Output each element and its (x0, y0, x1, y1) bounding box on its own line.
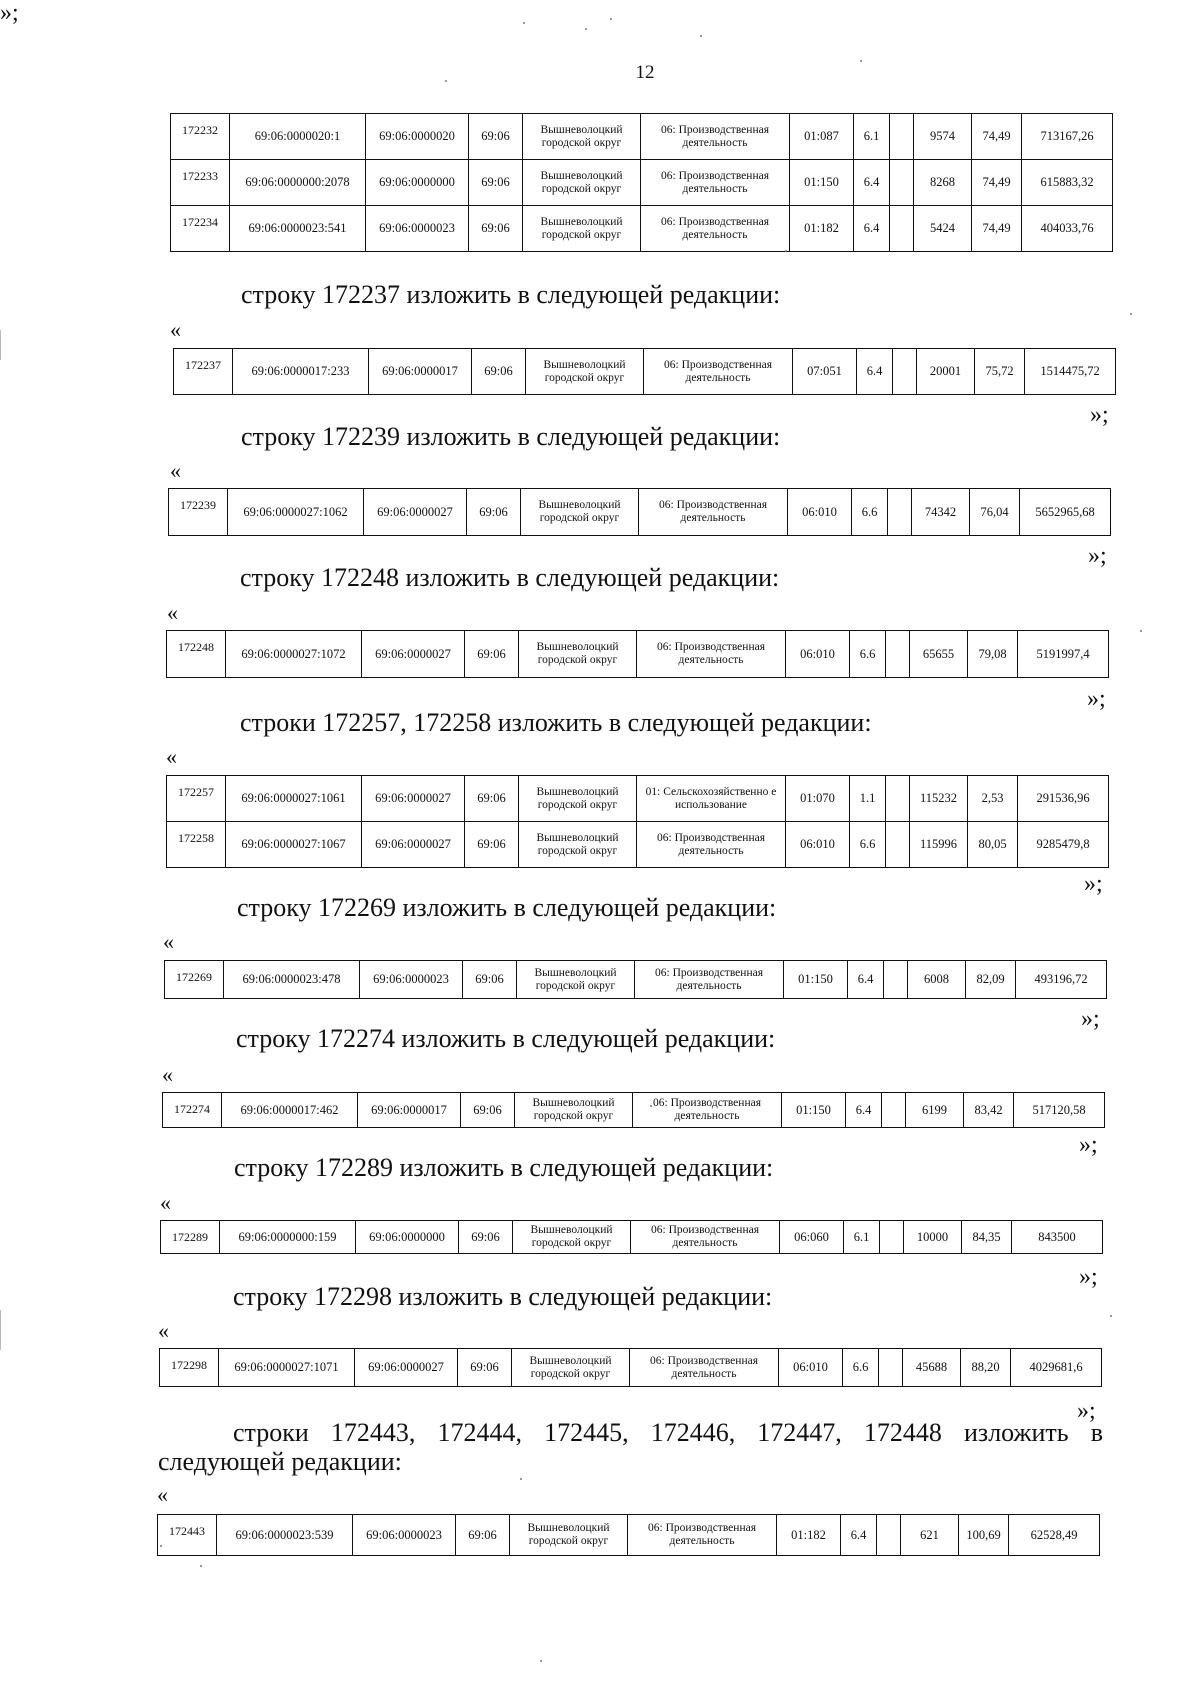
region-code-cell: 69:06 (472, 349, 526, 395)
use-kind-cell: 01:182 (777, 1515, 841, 1556)
value-cell: 615883,32 (1022, 160, 1113, 206)
group-cell: 6.4 (854, 160, 890, 206)
district-cell: Вышневолоцкий городской округ (519, 631, 637, 678)
closing-quote: »; (0, 0, 19, 26)
use-kind-cell: 06:010 (788, 489, 852, 536)
scan-speck (1110, 1315, 1112, 1317)
area-cell: 74342 (912, 489, 970, 536)
land-use-cell: 06: Производственная деятельность (644, 349, 793, 395)
edit-instruction: строку 172237 изложить в следующей редакции: (241, 280, 781, 309)
area-cell: 10000 (904, 1221, 962, 1254)
table-row (174, 349, 1116, 395)
use-kind-cell: 06:010 (786, 631, 850, 678)
closing-quote: »; (1079, 1132, 1098, 1158)
group-cell: 6.4 (857, 349, 893, 395)
opening-quote: « (170, 458, 181, 483)
row-id-cell: 172274 (163, 1093, 222, 1128)
empty-cell (884, 961, 908, 999)
cadastral-quarter-cell: 69:06:0000023 (366, 206, 469, 252)
land-use-cell: 06: Производственная деятельность (641, 160, 790, 206)
scan-speck (585, 28, 587, 30)
scan-speck (1130, 313, 1132, 315)
scan-edge-mark (0, 330, 1, 360)
area-cell: 6008 (908, 961, 966, 999)
value-cell: 62528,49 (1009, 1515, 1100, 1556)
scan-speck (860, 60, 862, 62)
rate-cell: 2,53 (968, 776, 1018, 822)
cadastral-number-cell: 69:06:0000027:1067 (226, 822, 362, 868)
rate-cell: 100,69 (959, 1515, 1009, 1556)
region-code-cell: 69:06 (456, 1515, 510, 1556)
use-kind-cell: 01:150 (790, 160, 854, 206)
land-use-cell: 06: Производственная деятельность (633, 1093, 782, 1128)
use-kind-cell: 01:150 (784, 961, 848, 999)
value-cell: 9285479,8 (1018, 822, 1109, 868)
use-kind-cell: 01:150 (782, 1093, 846, 1128)
closing-quote: »; (1077, 1398, 1096, 1424)
table-row (161, 1221, 1103, 1254)
region-code-cell: 69:06 (467, 489, 521, 536)
cadastral-quarter-cell: 69:06:0000027 (362, 822, 465, 868)
row-id-cell: 172298 (160, 1349, 219, 1387)
table-row (167, 776, 1109, 822)
edit-instruction: строки 172443, 172444, 172445, 172446, 172447, 172448 изложить в (233, 1418, 1103, 1447)
value-cell: 517120,58 (1014, 1093, 1105, 1128)
empty-cell (886, 631, 910, 678)
table-row (165, 961, 1107, 999)
amended-rows-table (164, 960, 1107, 999)
row-id-cell: 172237 (174, 349, 233, 395)
land-use-cell: 01: Сельскохозяйственно е использование (637, 776, 786, 822)
group-cell: 6.4 (848, 961, 884, 999)
value-cell: 843500 (1012, 1221, 1103, 1254)
edit-instruction-continuation: следующей редакции: (158, 1447, 402, 1476)
cadastral-number-cell: 69:06:0000023:539 (217, 1515, 353, 1556)
use-kind-cell: 07:051 (793, 349, 857, 395)
cadastral-number-cell: 69:06:0000027:1062 (228, 489, 364, 536)
district-cell: Вышневолоцкий городской округ (513, 1221, 631, 1254)
use-kind-cell: 06:060 (780, 1221, 844, 1254)
row-id-cell: 172239 (169, 489, 228, 536)
edit-instruction: строку 172239 изложить в следующей редакции: (241, 422, 781, 451)
scan-speck (160, 1545, 162, 1547)
group-cell: 6.6 (850, 822, 886, 868)
land-use-cell: 06: Производственная деятельность (641, 206, 790, 252)
empty-cell (886, 822, 910, 868)
group-cell: 6.1 (854, 114, 890, 160)
group-cell: 6.4 (846, 1093, 882, 1128)
district-cell: Вышневолоцкий городской округ (515, 1093, 633, 1128)
land-use-cell: 06: Производственная деятельность (631, 1221, 780, 1254)
table-row (163, 1093, 1105, 1128)
group-cell: 6.4 (854, 206, 890, 252)
opening-quote: « (163, 929, 174, 954)
cadastral-number-cell: 69:06:0000027:1072 (226, 631, 362, 678)
table-row (169, 489, 1111, 536)
cadastral-number-cell: 69:06:0000017:462 (222, 1093, 358, 1128)
empty-cell (890, 114, 914, 160)
row-id-cell: 172258 (167, 822, 226, 868)
area-cell: 9574 (914, 114, 972, 160)
row-id-cell: 172233 (171, 160, 230, 206)
region-code-cell: 69:06 (469, 206, 523, 252)
cadastral-quarter-cell: 69:06:0000000 (366, 160, 469, 206)
scan-speck (610, 18, 612, 20)
table-row (171, 160, 1113, 206)
scan-speck (785, 250, 787, 252)
region-code-cell: 69:06 (463, 961, 517, 999)
amended-rows-table (157, 1514, 1100, 1556)
value-cell: 1514475,72 (1025, 349, 1116, 395)
district-cell: Вышневолоцкий городской округ (510, 1515, 628, 1556)
value-cell: 404033,76 (1022, 206, 1113, 252)
group-cell: 6.6 (852, 489, 888, 536)
region-code-cell: 69:06 (459, 1221, 513, 1254)
table-row (171, 114, 1113, 160)
empty-cell (877, 1515, 901, 1556)
rate-cell: 75,72 (975, 349, 1025, 395)
district-cell: Вышневолоцкий городской округ (521, 489, 639, 536)
empty-cell (893, 349, 917, 395)
region-code-cell: 69:06 (458, 1349, 512, 1387)
area-cell: 115232 (910, 776, 968, 822)
scan-speck (540, 1660, 542, 1662)
area-cell: 8268 (914, 160, 972, 206)
area-cell: 20001 (917, 349, 975, 395)
edit-instruction: строку 172248 изложить в следующей редакции: (240, 563, 780, 592)
opening-quote: « (162, 1062, 173, 1087)
amended-rows-table (168, 488, 1111, 536)
scan-edge-mark (0, 1310, 1, 1350)
closing-quote: »; (1087, 686, 1106, 712)
group-cell: 6.4 (841, 1515, 877, 1556)
closing-quote: »; (1079, 1264, 1098, 1290)
district-cell: Вышневолоцкий городской округ (512, 1349, 630, 1387)
group-cell: 1.1 (850, 776, 886, 822)
scan-speck (700, 35, 702, 37)
edit-instruction: строки 172257, 172258 изложить в следующей редакции: (240, 708, 872, 737)
scan-speck (445, 80, 447, 82)
land-use-cell: 06: Производственная деятельность (641, 114, 790, 160)
land-use-cell: 06: Производственная деятельность (639, 489, 788, 536)
land-use-cell: 06: Производственная деятельность (635, 961, 784, 999)
district-cell: Вышневолоцкий городской округ (523, 206, 641, 252)
region-code-cell: 69:06 (465, 631, 519, 678)
cadastral-quarter-cell: 69:06:0000027 (362, 776, 465, 822)
scan-speck (520, 1478, 522, 1480)
cadastral-quarter-cell: 69:06:0000000 (356, 1221, 459, 1254)
cadastral-quarter-cell: 69:06:0000027 (355, 1349, 458, 1387)
amended-rows-table (166, 630, 1109, 678)
amended-rows-table (173, 348, 1116, 395)
opening-quote: « (158, 1318, 169, 1343)
edit-instruction: строку 172274 изложить в следующей редакции: (236, 1024, 776, 1053)
group-cell: 6.6 (850, 631, 886, 678)
value-cell: 493196,72 (1016, 961, 1107, 999)
district-cell: Вышневолоцкий городской округ (523, 160, 641, 206)
rate-cell: 76,04 (970, 489, 1020, 536)
cadastral-number-cell: 69:06:0000027:1071 (219, 1349, 355, 1387)
amended-rows-table (160, 1220, 1103, 1254)
land-use-cell: 06: Производственная деятельность (630, 1349, 779, 1387)
use-kind-cell: 06:010 (786, 822, 850, 868)
scan-speck (200, 1565, 202, 1567)
scan-speck (523, 22, 525, 24)
edit-instruction: строку 172289 изложить в следующей редакции: (234, 1153, 774, 1182)
area-cell: 621 (901, 1515, 959, 1556)
opening-quote: « (167, 600, 178, 625)
amended-rows-table (166, 775, 1109, 868)
empty-cell (888, 489, 912, 536)
area-cell: 45688 (903, 1349, 961, 1387)
use-kind-cell: 01:182 (790, 206, 854, 252)
cadastral-number-cell: 69:06:0000027:1061 (226, 776, 362, 822)
value-cell: 5191997,4 (1018, 631, 1109, 678)
group-cell: 6.6 (843, 1349, 879, 1387)
use-kind-cell: 06:010 (779, 1349, 843, 1387)
district-cell: Вышневолоцкий городской округ (519, 776, 637, 822)
area-cell: 5424 (914, 206, 972, 252)
rate-cell: 80,05 (968, 822, 1018, 868)
region-code-cell: 69:06 (469, 114, 523, 160)
rate-cell: 74,49 (972, 206, 1022, 252)
value-cell: 5652965,68 (1020, 489, 1111, 536)
area-cell: 115996 (910, 822, 968, 868)
table-row (171, 206, 1113, 252)
rate-cell: 82,09 (966, 961, 1016, 999)
district-cell: Вышневолоцкий городской округ (526, 349, 644, 395)
scan-speck (1140, 630, 1142, 632)
row-id-cell: 172269 (165, 961, 224, 999)
cadastral-number-cell: 69:06:0000020:1 (230, 114, 366, 160)
row-id-cell: 172289 (161, 1221, 220, 1254)
area-cell: 65655 (910, 631, 968, 678)
land-use-cell: 06: Производственная деятельность (637, 822, 786, 868)
table-row (167, 822, 1109, 868)
row-id-cell: 172248 (167, 631, 226, 678)
row-id-cell: 172232 (171, 114, 230, 160)
cadastral-number-cell: 69:06:0000023:478 (224, 961, 360, 999)
cadastral-quarter-cell: 69:06:0000023 (360, 961, 463, 999)
cadastral-number-cell: 69:06:0000017:233 (233, 349, 369, 395)
opening-quote: « (160, 1190, 171, 1215)
opening-quote: « (166, 744, 177, 769)
cadastral-quarter-cell: 69:06:0000020 (366, 114, 469, 160)
page-number: 12 (635, 62, 655, 83)
rate-cell: 84,35 (962, 1221, 1012, 1254)
closing-quote: »; (1088, 543, 1107, 569)
use-kind-cell: 01:087 (790, 114, 854, 160)
empty-cell (879, 1349, 903, 1387)
area-cell: 6199 (906, 1093, 964, 1128)
closing-quote: »; (1084, 871, 1103, 897)
district-cell: Вышневолоцкий городской округ (519, 822, 637, 868)
region-code-cell: 69:06 (469, 160, 523, 206)
row-id-cell: 172443 (158, 1515, 217, 1556)
region-code-cell: 69:06 (465, 822, 519, 868)
cadastral-number-cell: 69:06:0000000:2078 (230, 160, 366, 206)
empty-cell (890, 160, 914, 206)
rate-cell: 88,20 (961, 1349, 1011, 1387)
cadastral-quarter-cell: 69:06:0000017 (358, 1093, 461, 1128)
cadastral-quarter-cell: 69:06:0000027 (362, 631, 465, 678)
table-row (158, 1515, 1100, 1556)
empty-cell (886, 776, 910, 822)
closing-quote: »; (1090, 402, 1109, 428)
land-use-cell: 06: Производственная деятельность (628, 1515, 777, 1556)
empty-cell (890, 206, 914, 252)
opening-quote: « (157, 1482, 168, 1507)
group-cell: 6.1 (844, 1221, 880, 1254)
value-cell: 4029681,6 (1011, 1349, 1102, 1387)
rate-cell: 74,49 (972, 160, 1022, 206)
closing-quote: »; (1081, 1006, 1100, 1032)
empty-cell (882, 1093, 906, 1128)
amended-rows-table (159, 1348, 1102, 1387)
district-cell: Вышневолоцкий городской округ (523, 114, 641, 160)
cadastral-quarter-cell: 69:06:0000023 (353, 1515, 456, 1556)
value-cell: 713167,26 (1022, 114, 1113, 160)
region-code-cell: 69:06 (465, 776, 519, 822)
cadastral-quarter-cell: 69:06:0000017 (369, 349, 472, 395)
table-row (167, 631, 1109, 678)
use-kind-cell: 01:070 (786, 776, 850, 822)
row-id-cell: 172234 (171, 206, 230, 252)
edit-instruction: строку 172298 изложить в следующей редакции: (233, 1282, 773, 1311)
cadastral-number-cell: 69:06:0000000:159 (220, 1221, 356, 1254)
amended-rows-table (170, 113, 1113, 252)
value-cell: 291536,96 (1018, 776, 1109, 822)
amended-rows-table (162, 1092, 1105, 1128)
rate-cell: 79,08 (968, 631, 1018, 678)
row-id-cell: 172257 (167, 776, 226, 822)
edit-instruction: строку 172269 изложить в следующей редакции: (237, 893, 777, 922)
cadastral-quarter-cell: 69:06:0000027 (364, 489, 467, 536)
rate-cell: 74,49 (972, 114, 1022, 160)
cadastral-number-cell: 69:06:0000023:541 (230, 206, 366, 252)
scan-speck (650, 1105, 652, 1107)
table-row (160, 1349, 1102, 1387)
rate-cell: 83,42 (964, 1093, 1014, 1128)
region-code-cell: 69:06 (461, 1093, 515, 1128)
land-use-cell: 06: Производственная деятельность (637, 631, 786, 678)
opening-quote: « (170, 317, 181, 342)
empty-cell (880, 1221, 904, 1254)
district-cell: Вышневолоцкий городской округ (517, 961, 635, 999)
